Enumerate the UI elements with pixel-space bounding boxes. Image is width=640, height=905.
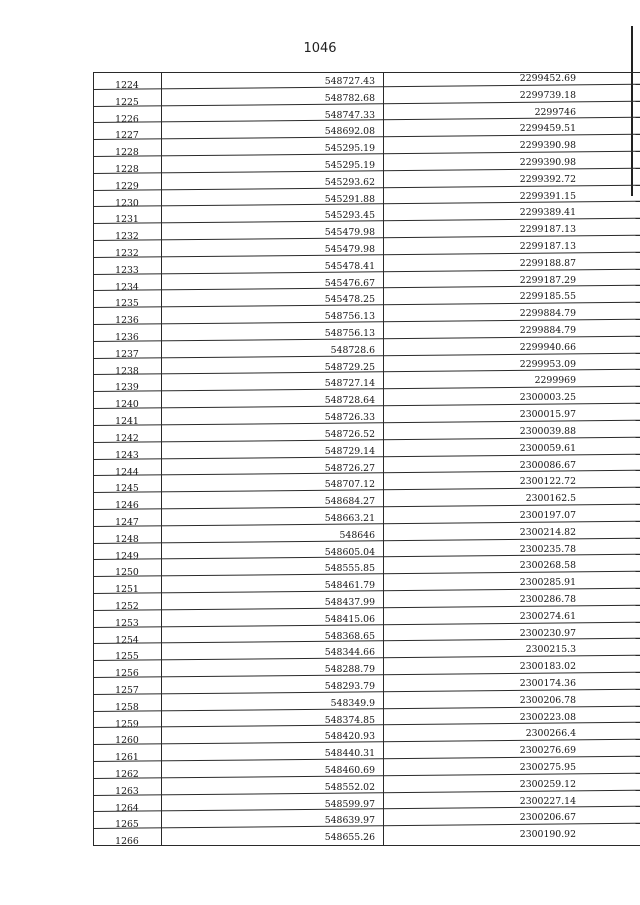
point-number-cell: 1233 <box>115 264 139 276</box>
point-number-cell: 1266 <box>115 836 139 848</box>
x-coordinate-cell: 548707.12 <box>324 479 375 491</box>
point-number-cell: 1253 <box>115 617 139 629</box>
y-coordinate-cell: 2300214.82 <box>519 526 576 538</box>
y-coordinate-cell: 2299390.98 <box>519 140 576 152</box>
x-coordinate-cell: 548726.52 <box>324 428 375 440</box>
y-coordinate-cell: 2300162.5 <box>525 493 576 505</box>
y-coordinate-cell: 2300227.14 <box>519 795 576 807</box>
y-coordinate-cell: 2300122.72 <box>519 476 576 488</box>
y-coordinate-cell: 2299188.87 <box>519 257 576 269</box>
x-coordinate-cell: 548374.85 <box>324 714 375 726</box>
y-coordinate-cell: 2299746 <box>534 106 576 118</box>
y-coordinate-cell: 2300286.78 <box>519 593 576 605</box>
y-coordinate-cell: 2300268.58 <box>519 560 576 572</box>
point-number-cell: 1243 <box>115 449 139 461</box>
x-coordinate-cell: 545295.19 <box>324 143 375 155</box>
x-coordinate-cell: 548646 <box>339 529 375 541</box>
y-coordinate-cell: 2300003.25 <box>519 392 576 404</box>
point-number-cell: 1235 <box>115 298 139 310</box>
x-coordinate-cell: 548728.6 <box>330 344 375 356</box>
y-coordinate-cell: 2300039.88 <box>519 425 576 437</box>
y-coordinate-cell: 2300275.95 <box>519 761 576 773</box>
y-coordinate-cell: 2300223.08 <box>519 711 576 723</box>
y-coordinate-cell: 2300276.69 <box>519 745 576 757</box>
y-coordinate-cell: 2299953.09 <box>519 358 576 370</box>
y-coordinate-cell: 2299969 <box>534 375 576 387</box>
point-number-cell: 1256 <box>115 668 139 680</box>
point-number-cell: 1244 <box>115 466 139 478</box>
y-coordinate-cell: 2299739.18 <box>519 89 576 101</box>
y-coordinate-cell: 2300274.61 <box>519 610 576 622</box>
x-coordinate-cell: 548684.27 <box>324 496 375 508</box>
x-coordinate-cell: 548460.69 <box>324 764 375 776</box>
point-number-cell: 1232 <box>115 231 139 243</box>
point-number-cell: 1260 <box>115 735 139 747</box>
y-coordinate-cell: 2299884.79 <box>519 325 576 337</box>
x-coordinate-cell: 548288.79 <box>324 664 375 676</box>
coordinates-table <box>93 72 640 846</box>
x-coordinate-cell: 548437.99 <box>324 596 375 608</box>
point-number-cell: 1249 <box>115 550 139 562</box>
x-coordinate-cell: 548639.97 <box>324 815 375 827</box>
y-coordinate-cell: 2300206.78 <box>519 694 576 706</box>
y-coordinate-cell: 2299187.13 <box>519 224 576 236</box>
x-coordinate-cell: 548756.13 <box>324 311 375 323</box>
y-coordinate-cell: 2300197.07 <box>519 509 576 521</box>
point-number-cell: 1263 <box>115 785 139 797</box>
y-coordinate-cell: 2299391.15 <box>519 190 576 202</box>
x-coordinate-cell: 548756.13 <box>324 328 375 340</box>
x-coordinate-cell: 548440.31 <box>324 748 375 760</box>
x-coordinate-cell: 548726.27 <box>324 462 375 474</box>
x-coordinate-cell: 548655.26 <box>324 832 375 844</box>
point-number-cell: 1264 <box>115 802 139 814</box>
x-coordinate-cell: 548747.33 <box>324 109 375 121</box>
x-coordinate-cell: 548415.06 <box>324 613 375 625</box>
x-coordinate-cell: 548368.65 <box>324 630 375 642</box>
x-coordinate-cell: 548726.33 <box>324 412 375 424</box>
x-coordinate-cell: 545295.19 <box>324 160 375 172</box>
y-coordinate-cell: 2300015.97 <box>519 409 576 421</box>
x-coordinate-cell: 548692.08 <box>324 126 375 138</box>
x-coordinate-cell: 548727.43 <box>324 76 375 87</box>
point-number-cell: 1226 <box>115 113 139 125</box>
x-coordinate-cell: 548420.93 <box>324 731 375 743</box>
y-coordinate-cell: 2300215.3 <box>525 644 576 656</box>
x-coordinate-cell: 545476.67 <box>324 277 375 289</box>
y-coordinate-cell: 2300285.91 <box>519 577 576 589</box>
x-coordinate-cell: 548729.14 <box>324 445 375 457</box>
x-coordinate-cell: 548552.02 <box>324 781 375 793</box>
x-coordinate-cell: 548461.79 <box>324 580 375 592</box>
y-coordinate-cell: 2299452.69 <box>519 73 576 84</box>
y-coordinate-cell: 2300266.4 <box>525 728 576 740</box>
x-coordinate-cell: 548605.04 <box>324 546 375 558</box>
page-number: 1046 <box>303 41 337 56</box>
x-coordinate-cell: 548293.79 <box>324 680 375 692</box>
x-coordinate-cell: 548782.68 <box>324 92 375 104</box>
x-coordinate-cell: 548729.25 <box>324 361 375 373</box>
x-coordinate-cell: 545291.88 <box>324 193 375 205</box>
x-coordinate-cell: 548344.66 <box>324 647 375 659</box>
point-number-cell: 1252 <box>115 600 139 612</box>
point-number-cell: 1250 <box>115 567 139 579</box>
point-number-cell: 1255 <box>115 651 139 663</box>
point-number-cell: 1257 <box>115 684 139 696</box>
point-number-cell: 1224 <box>115 80 139 91</box>
x-coordinate-cell: 545479.98 <box>324 244 375 256</box>
x-coordinate-cell: 545293.62 <box>324 176 375 188</box>
y-coordinate-cell: 2300183.02 <box>519 661 576 673</box>
point-number-cell: 1234 <box>115 281 139 293</box>
y-coordinate-cell: 2300235.78 <box>519 543 576 555</box>
x-coordinate-cell: 548599.97 <box>324 798 375 810</box>
point-number-cell: 1232 <box>115 248 139 260</box>
y-coordinate-cell: 2299392.72 <box>519 173 576 185</box>
point-number-cell: 1246 <box>115 500 139 512</box>
point-number-cell: 1227 <box>115 130 139 142</box>
point-number-cell: 1236 <box>115 315 139 327</box>
point-number-cell: 1265 <box>115 819 139 831</box>
point-number-cell: 1242 <box>115 432 139 444</box>
point-number-cell: 1236 <box>115 332 139 344</box>
y-coordinate-cell: 2299459.51 <box>519 123 576 135</box>
point-number-cell: 1261 <box>115 752 139 764</box>
point-number-cell: 1230 <box>115 197 139 209</box>
point-number-cell: 1237 <box>115 348 139 360</box>
point-number-cell: 1254 <box>115 634 139 646</box>
y-coordinate-cell: 2299884.79 <box>519 308 576 320</box>
y-coordinate-cell: 2300259.12 <box>519 778 576 790</box>
x-coordinate-cell: 548728.64 <box>324 395 375 407</box>
table-row <box>93 828 640 848</box>
point-number-cell: 1248 <box>115 533 139 545</box>
point-number-cell: 1240 <box>115 399 139 411</box>
y-coordinate-cell: 2300174.36 <box>519 677 576 689</box>
x-coordinate-cell: 545293.45 <box>324 210 375 222</box>
point-number-cell: 1262 <box>115 768 139 780</box>
y-coordinate-cell: 2299187.29 <box>519 274 576 286</box>
point-number-cell: 1228 <box>115 147 139 159</box>
y-coordinate-cell: 2299390.98 <box>519 157 576 169</box>
point-number-cell: 1251 <box>115 584 139 596</box>
point-number-cell: 1258 <box>115 701 139 713</box>
y-coordinate-cell: 2299389.41 <box>519 207 576 219</box>
y-coordinate-cell: 2299185.55 <box>519 291 576 303</box>
point-number-cell: 1231 <box>115 214 139 226</box>
x-coordinate-cell: 548555.85 <box>324 563 375 575</box>
point-number-cell: 1245 <box>115 483 139 495</box>
point-number-cell: 1229 <box>115 180 139 192</box>
y-coordinate-cell: 2300086.67 <box>519 459 576 471</box>
y-coordinate-cell: 2300230.97 <box>519 627 576 639</box>
point-number-cell: 1259 <box>115 718 139 730</box>
y-coordinate-cell: 2299940.66 <box>519 341 576 353</box>
x-coordinate-cell: 548727.14 <box>324 378 375 390</box>
point-number-cell: 1225 <box>115 96 139 108</box>
point-number-cell: 1239 <box>115 382 139 394</box>
point-number-cell: 1228 <box>115 164 139 176</box>
y-coordinate-cell: 2300206.67 <box>519 812 576 824</box>
y-coordinate-cell: 2300190.92 <box>519 829 576 841</box>
point-number-cell: 1238 <box>115 365 139 377</box>
point-number-cell: 1247 <box>115 516 139 528</box>
x-coordinate-cell: 545478.25 <box>324 294 375 306</box>
y-coordinate-cell: 2300059.61 <box>519 442 576 454</box>
x-coordinate-cell: 545478.41 <box>324 260 375 272</box>
x-coordinate-cell: 548349.9 <box>330 697 375 709</box>
x-coordinate-cell: 548663.21 <box>324 512 375 524</box>
x-coordinate-cell: 545479.98 <box>324 227 375 239</box>
point-number-cell: 1241 <box>115 416 139 428</box>
y-coordinate-cell: 2299187.13 <box>519 241 576 253</box>
